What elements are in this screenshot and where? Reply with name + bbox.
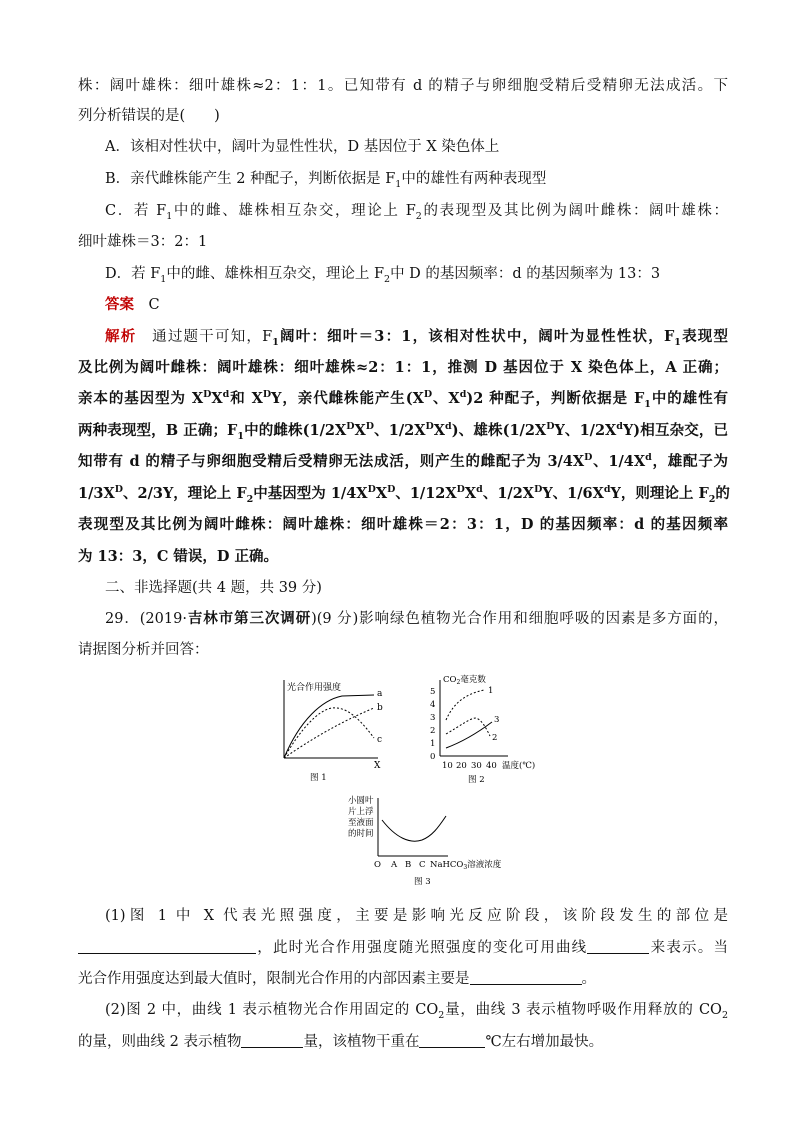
answer-line <box>105 295 728 315</box>
figures <box>270 670 560 890</box>
analysis-line-7: 表现型及其比例为阔叶雌株：阔叶雄株：细叶雄株＝2：3：1，D 的基因频率：d 的基因频率 <box>78 516 728 533</box>
fig2-label-2: 2 <box>492 733 498 743</box>
q29-intro-line-1: 29．(2019·吉林市第三次调研)(9 分)影响绿色植物光合作用和细胞呼吸的因素是多方面的， <box>105 610 728 627</box>
figure-1 <box>284 680 383 783</box>
fig2-xtick-40: 40 <box>486 761 497 771</box>
fig1-label-a: a <box>377 689 383 699</box>
q29-intro-line-2: 请据图分析并回答： <box>78 642 209 658</box>
fig3-ylabel-1: 小圆叶 <box>348 796 374 806</box>
fig1-xlabel: X <box>374 761 381 771</box>
analysis-line-6: $1/3X^D$、2/3Y，理论上 $F_2$中基因型为 $1/4X^DX^D$、$1/12X^DX^d$、$1/2X^DY$、$1/6X^dY$，则理论上 $F_2$的 <box>78 484 730 505</box>
fig2-label-3: 3 <box>494 715 500 725</box>
q29-part1-line-2: ，此时光合作用强度随光照强度的变化可用曲线 来表示。当 <box>78 938 728 958</box>
fig2-ytick-1: 1 <box>430 739 436 749</box>
fig2-ylabel: $CO_2$毫克数 <box>443 675 486 686</box>
analysis-line-4: 两种表现型，B 正确；$F_1$中的雌株($1/2X^DX^D$、$1/2X^DX^d$)、雄株($1/2X^DY$、$1/2X^dY$)相互杂交，已 <box>78 421 728 442</box>
fig3-xtick-a: A <box>391 860 398 870</box>
stem-line-1: 株：阔叶雄株：细叶雄株≈2：1：1。已知带有 d 的精子与卵细胞受精后受精卵无法成活。下 <box>78 78 728 94</box>
fig3-curve <box>382 816 446 841</box>
q29-part1-line-3: 光合作用强度达到最大值时，限制光合作用的内部因素主要是 。 <box>78 971 596 987</box>
fig3-xlabel: NaHCO$_3$溶液浓度 <box>430 860 502 871</box>
fig2-xtick-10: 10 <box>442 761 453 771</box>
fig1-label-b: b <box>377 703 383 713</box>
q29-part1-line-1: (1)图 1 中 X 代表光照强度，主要是影响光反应阶段，该阶段发生的部位是 <box>105 908 728 924</box>
analysis-line-2: 及比例为阔叶雌株：阔叶雄株：细叶雄株≈2：1：1，推测 D 基因位于 X 染色体上，A 正确； <box>78 359 728 376</box>
figure-2 <box>430 674 535 785</box>
option-c-line-2: 细叶雄株＝3：2：1 <box>78 234 208 250</box>
analysis-label: 解析 <box>105 328 137 345</box>
fig2-ytick-3: 3 <box>430 713 436 723</box>
answer-blank-3[interactable] <box>470 970 582 985</box>
answer-blank-1[interactable] <box>78 939 256 954</box>
fig1-curve-b <box>284 708 374 758</box>
stem-line-2: 列分析错误的是( ) <box>78 108 220 124</box>
fig2-curve-1 <box>446 690 484 720</box>
fig3-ylabel-3: 至液面 <box>348 818 374 828</box>
fig2-ytick-4: 4 <box>430 700 436 710</box>
analysis-line-8: 为 13：3，C 错误，D 正确。 <box>78 548 279 565</box>
fig2-xlabel: 温度(℃) <box>502 761 536 771</box>
answer-value: C <box>148 297 160 313</box>
fig2-ytick-5: 5 <box>430 687 436 697</box>
analysis-line-5: 知带有 d 的精子与卵细胞受精后受精卵无法成活，则产生的雌配子为 $3/4X^D$、$1/4X^d$，雄配子为 <box>78 452 728 470</box>
option-b: B．亲代雌株能产生 2 种配子，判断依据是 $F_1$中的雄性有两种表现型 <box>105 171 547 190</box>
figure-3 <box>348 795 502 887</box>
q29-part2-line-2: 的量，则曲线 2 表示植物 量，该植物干重在 ℃左右增加最快。 <box>78 1034 604 1050</box>
fig2-curve-3 <box>446 722 492 748</box>
fig1-ylabel: 光合作用强度 <box>287 683 342 693</box>
answer-blank-5[interactable] <box>419 1033 485 1048</box>
fig2-ytick-0: 0 <box>430 752 436 762</box>
analysis-line-1: 解析 通过题干可知，$F_1$阔叶：细叶＝3：1，该相对性状中，阔叶为显性性状，$F_1$表现型 <box>105 328 729 348</box>
option-a: A．该相对性状中，阔叶为显性性状，D 基因位于 X 染色体上 <box>105 139 500 155</box>
analysis-line-3: 亲本的基因型为 $X^DX^d$和 $X^DY$，亲代雌株能产生($X^D$、$X^d)2$ 种配子，判断依据是 $F_1$中的雄性有 <box>78 389 728 410</box>
fig2-ytick-2: 2 <box>430 726 436 736</box>
fig2-label-1: 1 <box>488 686 494 696</box>
fig2-xtick-20: 20 <box>456 761 467 771</box>
q29-part2-line-1: (2)图 2 中，曲线 1 表示植物光合作用固定的 $CO_2$量，曲线 3 表示植物呼吸作用释放的 $CO_2$ <box>105 1002 728 1021</box>
fig3-caption: 图 3 <box>414 877 431 887</box>
fig2-curve-2 <box>446 718 490 736</box>
section-title: 二、非选择题(共 4 题，共 39 分) <box>105 580 322 596</box>
option-c-line-1: C．若 $F_1$中的雌、雄株相互杂交，理论上 $F_2$的表现型及其比例为阔叶雌株：阔叶雄株： <box>105 203 729 222</box>
answer-blank-4[interactable] <box>241 1033 303 1048</box>
fig1-caption: 图 1 <box>310 773 327 783</box>
fig3-xtick-o: O <box>374 860 381 870</box>
answer-label: 答案 <box>105 296 134 313</box>
fig2-xtick-30: 30 <box>471 761 482 771</box>
fig3-ylabel-4: 的时间 <box>348 829 374 839</box>
fig3-xtick-c: C <box>419 860 426 870</box>
fig1-label-c: c <box>377 735 383 745</box>
fig3-xtick-b: B <box>405 860 412 870</box>
answer-blank-2[interactable] <box>587 939 649 954</box>
fig3-ylabel-2: 片上浮 <box>348 807 374 817</box>
fig2-caption: 图 2 <box>468 775 485 785</box>
option-d: D．若 $F_1$中的雌、雄株相互杂交，理论上 $F_2$中 D 的基因频率：d 的基因频率为 13：3 <box>105 266 661 285</box>
